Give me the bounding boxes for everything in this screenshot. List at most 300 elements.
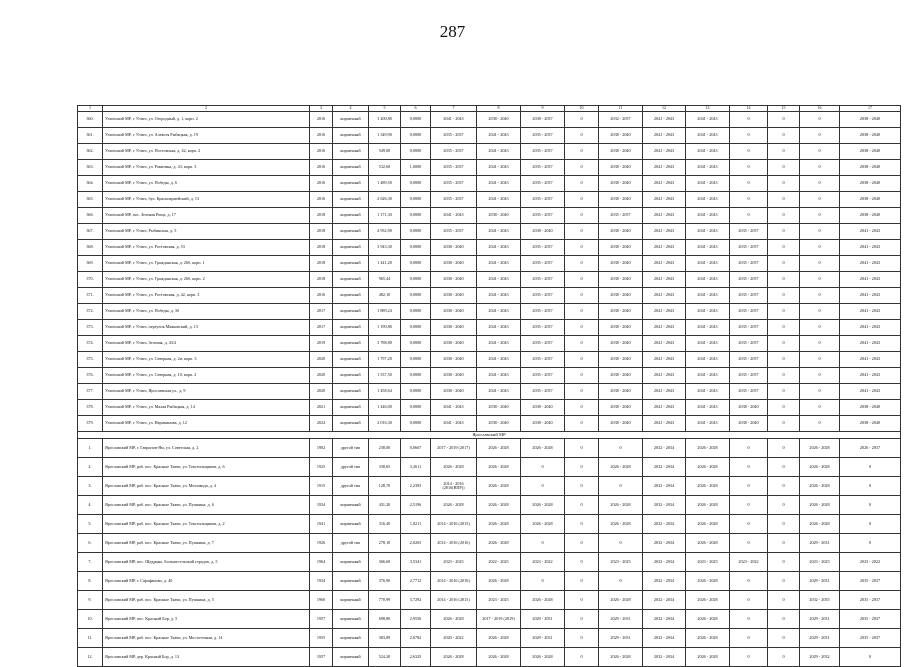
table-cell: 2020 [310, 368, 333, 384]
table-cell: 0 [565, 553, 599, 572]
table-cell: 1 797,20 [369, 352, 401, 368]
table-cell: 0 [768, 416, 800, 432]
table-cell: 0 [768, 224, 800, 240]
table-cell: 0 [730, 534, 768, 553]
table-cell: 0 [565, 208, 599, 224]
table-cell: кирпичный [333, 176, 369, 192]
table-cell: 2041 - 2043 [643, 304, 686, 320]
table-cell: 0 [768, 368, 800, 384]
table-cell: 2016 [310, 192, 333, 208]
table-cell: 2 626,30 [369, 192, 401, 208]
table-cell: 2038 - 2040 [431, 368, 477, 384]
table-row [78, 553, 901, 572]
table-cell: кирпичный [333, 352, 369, 368]
table-cell: 4. [78, 496, 103, 515]
table-cell: 2035 - 2037 [730, 336, 768, 352]
table-cell: 0 [800, 416, 840, 432]
table-cell: 0 [565, 240, 599, 256]
table-cell: 0 [565, 496, 599, 515]
table-cell: 1957 [310, 610, 333, 629]
address-cell: Угличский МР, г. Углич, Рыбинская, д. 5 [103, 224, 310, 240]
table-cell: 0 [565, 160, 599, 176]
table-cell: 2041 - 2043 [686, 320, 730, 336]
table-cell: 2026 - 2028 [599, 591, 643, 610]
table-cell: 2038 - 2040 [840, 128, 901, 144]
table-row [78, 160, 901, 176]
table-cell: 1 349,90 [369, 128, 401, 144]
table-cell: 2041 - 2043 [643, 112, 686, 128]
table-cell: 0 [800, 176, 840, 192]
table-cell: другой тип [333, 439, 369, 458]
table-cell: 2038 - 2040 [840, 176, 901, 192]
table-cell: 2038 - 2040 [477, 400, 521, 416]
table-row [78, 208, 901, 224]
table-cell: 2032 - 2034 [643, 553, 686, 572]
table-cell: 373. [78, 320, 103, 336]
table-cell: 2032 - 2037 [599, 112, 643, 128]
table-cell: 0 [768, 496, 800, 515]
table-cell: 2,5196 [401, 496, 431, 515]
table-cell: 2026 - 2028 [686, 534, 730, 553]
address-cell: Угличский МР, пос. Зеленая Роща, д. 17 [103, 208, 310, 224]
table-cell: 0 [800, 192, 840, 208]
column-number: 9 [521, 106, 565, 112]
table-cell: 361. [78, 128, 103, 144]
table-cell: 0,0000 [401, 384, 431, 400]
table-cell: 2035 - 2037 [521, 256, 565, 272]
table-cell: 2041 - 2043 [431, 112, 477, 128]
table-cell: 2041 - 2043 [643, 176, 686, 192]
register-table [77, 105, 901, 439]
table-cell: 2041 - 2043 [477, 304, 521, 320]
table-cell: 0 [768, 288, 800, 304]
table-cell: 2041 - 2043 [686, 272, 730, 288]
table-cell: 2026 - 2037 [840, 439, 901, 458]
table-cell: 379. [78, 416, 103, 432]
table-cell: 2017 - 2019 (2019) [477, 610, 521, 629]
table-cell: 2038 - 2040 [599, 352, 643, 368]
table-cell: 2041 - 2043 [840, 352, 901, 368]
table-cell: 1 446,00 [369, 400, 401, 416]
table-cell: 0 [730, 112, 768, 128]
table-cell: 2041 - 2043 [643, 320, 686, 336]
table-cell: 0 [800, 272, 840, 288]
table-cell: 2038 - 2040 [477, 416, 521, 432]
table-cell: 2029 - 2031 [599, 610, 643, 629]
table-row [78, 400, 901, 416]
table-cell: 2041 - 2043 [477, 128, 521, 144]
table-row [78, 240, 901, 256]
table-cell: 12. [78, 648, 103, 667]
table-cell: 0,0000 [401, 144, 431, 160]
table-cell: 0 [768, 572, 800, 591]
table-cell: 2038 - 2040 [477, 208, 521, 224]
address-cell: Угличский МР, г. Углич, ул. Малая Рыбацкая, д. 14 [103, 400, 310, 416]
table-cell: другой тип [333, 534, 369, 553]
table-cell: 2041 - 2043 [686, 160, 730, 176]
table-cell: 0 [768, 128, 800, 144]
table-cell: 0 [768, 208, 800, 224]
table-cell: 2020 [310, 352, 333, 368]
table-cell: 2022 - 2025 [477, 553, 521, 572]
table-cell: 2035 - 2037 [431, 128, 477, 144]
table-cell: 0,0000 [401, 208, 431, 224]
table-cell: 0 [730, 629, 768, 648]
table-cell: 1926 [310, 534, 333, 553]
table-cell: 0 [565, 400, 599, 416]
table-cell: 2023 - 2022 [840, 553, 901, 572]
table-row [78, 629, 901, 648]
table-cell: 0,0000 [401, 416, 431, 432]
table-cell: 2041 - 2043 [643, 272, 686, 288]
table-cell: 0 [565, 224, 599, 240]
table-cell: 0 [768, 629, 800, 648]
table-cell: 2026 - 2028 [477, 572, 521, 591]
table-cell: 2023 - 2025 [599, 553, 643, 572]
table-cell: 0 [800, 112, 840, 128]
table-cell: 2029 - 2031 [800, 610, 840, 629]
table-cell: 2026 - 2028 [686, 648, 730, 667]
address-cell: Ярославский МР, г. Сарафаново, д. 40 [103, 572, 310, 591]
table-row [78, 534, 901, 553]
table-cell: 2041 - 2043 [431, 400, 477, 416]
column-number: 10 [565, 106, 599, 112]
table-cell: 0,0000 [401, 336, 431, 352]
table-cell: 2017 [310, 320, 333, 336]
table-cell: 2026 - 2028 [599, 648, 643, 667]
column-number: 14 [730, 106, 768, 112]
address-cell: Ярославский МР, раб. пос. Красные Ткачи, ул. Текстильщиков, д. 2 [103, 515, 310, 534]
table-cell: 2038 - 2040 [431, 336, 477, 352]
section-title: Ярославский МР [78, 432, 901, 439]
table-cell: 0 [800, 224, 840, 240]
table-cell: 2038 - 2040 [840, 400, 901, 416]
table-cell: кирпичный [333, 610, 369, 629]
table-cell: 2041 - 2043 [686, 368, 730, 384]
table-cell: 2041 - 2043 [477, 272, 521, 288]
table-cell: 3 788,80 [369, 336, 401, 352]
table-cell: 2041 - 2043 [840, 288, 901, 304]
table-cell: 2035 - 2037 [730, 272, 768, 288]
table-cell: 372. [78, 304, 103, 320]
table-cell: 2032 - 2034 [643, 629, 686, 648]
table-cell: 2026 - 2028 [686, 591, 730, 610]
table-cell: 2029 - 2031 [800, 572, 840, 591]
table-cell: 770,99 [369, 591, 401, 610]
table-cell: 0 [521, 477, 565, 496]
table-cell: 1,0211 [401, 515, 431, 534]
table-cell: 0,0000 [401, 224, 431, 240]
table-cell: 2041 - 2043 [686, 400, 730, 416]
table-cell: 238,00 [369, 439, 401, 458]
column-number: 1 [78, 106, 103, 112]
table-cell: 2016 [310, 128, 333, 144]
table-cell: 2029 - 2031 [521, 610, 565, 629]
table-cell: 2032 - 2034 [643, 477, 686, 496]
table-cell: 2026 - 2028 [521, 439, 565, 458]
table-row [78, 176, 901, 192]
table-cell: 0 [768, 534, 800, 553]
address-cell: Угличский МР, г. Углич, бул. Красноармейский, д. 13 [103, 192, 310, 208]
table-cell: 2035 - 2037 [840, 610, 901, 629]
table-cell: 2032 - 2034 [643, 439, 686, 458]
table-cell: 374. [78, 336, 103, 352]
table-cell: 2041 - 2043 [477, 256, 521, 272]
table-row [78, 610, 901, 629]
table-cell: 2038 - 2040 [431, 240, 477, 256]
table-cell: 0 [730, 144, 768, 160]
table-cell: 2035 - 2037 [431, 192, 477, 208]
table-cell: 375. [78, 352, 103, 368]
table-cell: 2026 - 2028 [800, 496, 840, 515]
table-cell: 0,0000 [401, 400, 431, 416]
table-cell: 2038 - 2040 [840, 144, 901, 160]
table-cell: 0 [565, 458, 599, 477]
table-cell: 0 [800, 384, 840, 400]
table-cell: 0 [800, 160, 840, 176]
table-cell: кирпичный [333, 208, 369, 224]
table-cell: 0,0000 [401, 272, 431, 288]
table-cell: 2016 [310, 160, 333, 176]
address-cell: Угличский МР, г. Углич, ул. Ракитина, д. 43, корп. 3 [103, 160, 310, 176]
table-cell: 0 [768, 320, 800, 336]
table-cell: 2041 - 2043 [840, 256, 901, 272]
table-cell: 524,20 [369, 648, 401, 667]
table-cell: 0 [565, 320, 599, 336]
table-cell: 2041 - 2043 [477, 320, 521, 336]
table-cell: 2026 - 2028 [477, 629, 521, 648]
table-cell: 2038 - 2040 [477, 112, 521, 128]
table-cell: 532,60 [369, 160, 401, 176]
table-cell: 278,10 [369, 534, 401, 553]
column-number: 11 [599, 106, 643, 112]
table-cell: 2038 - 2040 [599, 144, 643, 160]
table-cell: 2041 - 2043 [643, 128, 686, 144]
table-cell: 0 [768, 256, 800, 272]
table-row [78, 288, 901, 304]
table-cell: 0 [565, 288, 599, 304]
table-cell: 2014 - 2016 (2016) [431, 534, 477, 553]
address-cell: Ярославский МР, раб. пос. Красные Ткачи, ул. Пушкина, д. 5 [103, 591, 310, 610]
table-cell: 2018 [310, 224, 333, 240]
table-cell: 2029 - 2031 [800, 629, 840, 648]
table-cell: 0 [800, 288, 840, 304]
table-cell: 2020 [310, 384, 333, 400]
table-row [78, 192, 901, 208]
table-cell: 2035 - 2037 [730, 304, 768, 320]
table-cell: 2035 - 2037 [431, 160, 477, 176]
table-cell: кирпичный [333, 384, 369, 400]
address-cell: Угличский МР, г. Углич, ул. Нариманова, д. 12 [103, 416, 310, 432]
table-cell: кирпичный [333, 304, 369, 320]
table-cell: 2023 - 2025 [800, 553, 840, 572]
table-cell: кирпичный [333, 591, 369, 610]
table-cell: 8. [78, 572, 103, 591]
table-cell: 2038 - 2040 [521, 416, 565, 432]
column-number: 16 [800, 106, 840, 112]
table-cell: 0 [730, 192, 768, 208]
table-cell: 2017 - 2019 (2017) [431, 439, 477, 458]
address-cell: Угличский МР, г. Углич, ул. Ростовская, д. 53 [103, 240, 310, 256]
table-cell: 0 [768, 439, 800, 458]
table-row [78, 320, 901, 336]
table-cell: 965,44 [369, 272, 401, 288]
table-cell: 2,9556 [401, 610, 431, 629]
table-cell: 0 [730, 128, 768, 144]
table-cell: 0 [565, 629, 599, 648]
table-cell: 1925 [310, 458, 333, 477]
table-row [78, 591, 901, 610]
table-cell: 2041 - 2043 [686, 176, 730, 192]
table-cell: 0 [768, 160, 800, 176]
table-cell: 2035 - 2037 [730, 224, 768, 240]
table-cell: кирпичный [333, 416, 369, 432]
table-cell: 0 [768, 192, 800, 208]
column-number: 13 [686, 106, 730, 112]
column-number: 5 [369, 106, 401, 112]
table-cell: 2035 - 2037 [521, 176, 565, 192]
table-cell: 0 [565, 610, 599, 629]
table-cell: 0 [840, 458, 901, 477]
table-cell: кирпичный [333, 112, 369, 128]
table-cell: 2035 - 2037 [521, 320, 565, 336]
table-cell: 2032 - 2034 [643, 648, 686, 667]
table-cell: 2032 - 2034 [643, 572, 686, 591]
table-cell: 2. [78, 458, 103, 477]
table-cell: 2041 - 2043 [840, 240, 901, 256]
table-cell: 0 [800, 320, 840, 336]
table-cell: 1957 [310, 648, 333, 667]
table-cell: 2035 - 2037 [521, 352, 565, 368]
table-cell: 2032 - 2034 [643, 458, 686, 477]
table-row [78, 128, 901, 144]
column-number: 6 [401, 106, 431, 112]
table-cell: 2041 - 2043 [686, 288, 730, 304]
table-cell: 2041 - 2043 [686, 240, 730, 256]
table-cell: 2026 - 2028 [521, 648, 565, 667]
table-cell: 7. [78, 553, 103, 572]
column-number: 4 [333, 106, 369, 112]
table-cell: 2041 - 2043 [643, 336, 686, 352]
table-cell: 2035 - 2037 [431, 224, 477, 240]
table-cell: 2038 - 2040 [840, 416, 901, 432]
table-cell: кирпичный [333, 572, 369, 591]
table-cell: 2035 - 2037 [521, 384, 565, 400]
table-cell: 0 [730, 458, 768, 477]
table-cell: 2041 - 2043 [643, 352, 686, 368]
column-number: 3 [310, 106, 333, 112]
table-cell: 1941 [310, 515, 333, 534]
table-cell: 2038 - 2040 [599, 336, 643, 352]
table-cell: 364. [78, 176, 103, 192]
address-cell: Угличский МР, г. Углич, ул. Алексея Рыбацкая, д. 19 [103, 128, 310, 144]
table-cell: 370. [78, 272, 103, 288]
table-cell: 2038 - 2040 [840, 208, 901, 224]
table-cell: 0 [565, 128, 599, 144]
table-cell: 2 016,30 [369, 416, 401, 432]
table-cell: 2041 - 2043 [643, 144, 686, 160]
table-cell: 363. [78, 160, 103, 176]
table-cell: кирпичный [333, 553, 369, 572]
table-cell: 0 [599, 477, 643, 496]
table-cell: 0 [599, 534, 643, 553]
table-cell: 2026 - 2028 [686, 477, 730, 496]
table-cell: 2041 - 2043 [477, 192, 521, 208]
table-cell: 2041 - 2043 [643, 416, 686, 432]
table-cell: 0,0000 [401, 304, 431, 320]
table-cell: кирпичный [333, 272, 369, 288]
table-cell: 2041 - 2043 [477, 160, 521, 176]
table-cell: кирпичный [333, 288, 369, 304]
table-cell: 2026 - 2028 [521, 591, 565, 610]
table-row [78, 648, 901, 667]
table-cell: 0 [565, 336, 599, 352]
table-cell: кирпичный [333, 240, 369, 256]
table-cell: 0,0000 [401, 256, 431, 272]
table-cell: 2038 - 2040 [599, 240, 643, 256]
address-cell: Угличский МР, г. Углич, ул. Огородный, д. 1, корп. 2 [103, 112, 310, 128]
table-cell: 2018 [310, 272, 333, 288]
table-cell: 2038 - 2040 [599, 224, 643, 240]
table-cell: 0 [800, 256, 840, 272]
table-cell: 2041 - 2043 [686, 192, 730, 208]
table-cell: 698,80 [369, 610, 401, 629]
table-cell: 1934 [310, 496, 333, 515]
table-cell: 2035 - 2037 [840, 572, 901, 591]
table-cell: 2038 - 2040 [599, 288, 643, 304]
column-number: 8 [477, 106, 521, 112]
table-cell: 2026 - 2028 [477, 648, 521, 667]
table-cell: 2035 - 2037 [730, 256, 768, 272]
table-cell: 2026 - 2028 [686, 629, 730, 648]
table-cell: 2038 - 2040 [521, 224, 565, 240]
address-cell: Ярославский МР, пос. Красный Бор, д. 5 [103, 610, 310, 629]
table-cell: 0 [840, 477, 901, 496]
table-cell: 376,90 [369, 572, 401, 591]
table-cell: 2038 - 2040 [840, 160, 901, 176]
table-cell: 1960 [310, 591, 333, 610]
table-cell: 2035 - 2037 [840, 591, 901, 610]
table-cell: 0 [768, 112, 800, 128]
table-cell: 0,0000 [401, 352, 431, 368]
table-cell: 0 [730, 477, 768, 496]
address-cell: Ярославский МР, пос. Щедрино, Большесельский городок, д. 5 [103, 553, 310, 572]
table-cell: 2016 [310, 144, 333, 160]
table-cell: 2041 - 2043 [686, 256, 730, 272]
table-cell: кирпичный [333, 336, 369, 352]
table-cell: 2032 - 2034 [643, 610, 686, 629]
table-cell: 2041 - 2043 [643, 384, 686, 400]
table-cell: 2,7712 [401, 572, 431, 591]
table-cell: 0,0667 [401, 439, 431, 458]
table-cell: 0 [840, 648, 901, 667]
table-cell: 2032 - 2034 [643, 515, 686, 534]
table-cell: 2041 - 2043 [643, 368, 686, 384]
table-cell: 0 [768, 458, 800, 477]
table-cell: 2041 - 2043 [840, 224, 901, 240]
table-cell: кирпичный [333, 320, 369, 336]
table-cell: 0 [565, 591, 599, 610]
table-cell: 0 [565, 515, 599, 534]
table-cell: 360. [78, 112, 103, 128]
table-cell: 431,20 [369, 496, 401, 515]
table-cell: 0 [730, 648, 768, 667]
table-cell: 2038 - 2040 [730, 416, 768, 432]
table-cell: кирпичный [333, 160, 369, 176]
table-cell: 2035 - 2037 [521, 160, 565, 176]
table-cell: кирпичный [333, 515, 369, 534]
table-cell: 2038 - 2037 [521, 112, 565, 128]
